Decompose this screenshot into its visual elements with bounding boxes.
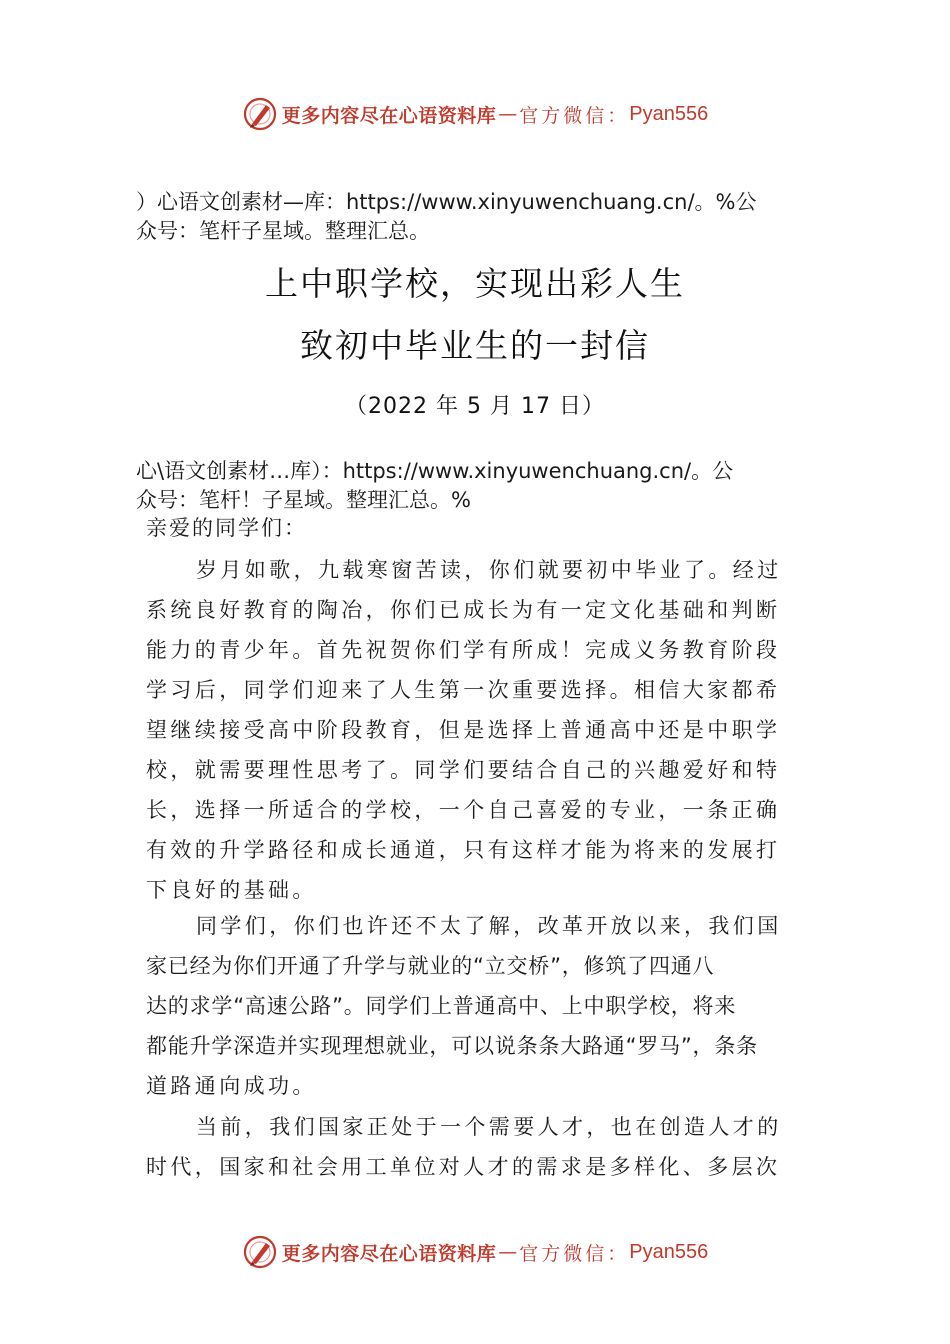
paragraph-line: 时代，国家和社会用工单位对人才的需求是多样化、多层次 [146,1155,781,1179]
wechat-id: Pyan556 [629,1240,709,1263]
paragraph-line: 有效的升学路径和成长通道，只有这样才能为将来的发展打 [146,838,781,862]
watermark-top-line2: 众号：笔杆子星域。整理汇总。 [136,219,430,243]
paragraph-line: 系统良好教育的陶冶，你们已成长为有一定文化基础和判断 [146,598,781,622]
paragraph-line: 达的求学“高速公路”。同学们上普通高中、上中职学校，将来 [146,994,737,1018]
paragraph-3 [146,1107,826,1187]
footer-banner [0,1232,950,1272]
pen-nib-logo-icon [242,96,278,132]
wechat-label: 官方微信： [519,104,630,127]
pen-nib-logo-icon [242,1234,278,1270]
watermark-top-line1: ）心语文创素材—库：https://www.xinyuwenchuang.cn/。%公 [136,190,757,214]
greeting: 亲爱的同学们： [146,516,307,540]
paragraph-line: 长，选择一所适合的学校，一个自己喜爱的专业，一条正确 [146,798,781,822]
paragraph-line: 家已经为你们开通了升学与就业的“立交桥”，修筑了四通八 [146,954,715,978]
paragraph-line: 校，就需要理性思考了。同学们要结合自己的兴趣爱好和特 [146,758,781,782]
paragraph-line: 当前，我们国家正处于一个需要人才，也在创造人才的 [196,1115,782,1139]
paragraph-line: 能力的青少年。首先祝贺你们学有所成！完成义务教育阶段 [146,638,781,662]
header-banner [0,94,950,134]
paragraph-line: 都能升学深造并实现理想就业，可以说条条大路通“罗马”，条条 [146,1034,758,1058]
paragraph-1 [146,550,826,910]
paragraph-line: 同学们，你们也许还不太了解，改革开放以来，我们国 [196,914,782,938]
wechat-id: Pyan556 [629,102,709,125]
page-subtitle: 致初中毕业生的一封信 [300,326,650,365]
letter-date: （2022 年 5 月 17 日） [345,394,605,419]
banner-dash: — [498,103,518,125]
paragraph-line: 下良好的基础。 [146,878,317,902]
paragraph-line: 学习后，同学们迎来了人生第一次重要选择。相信大家都希 [146,678,781,702]
paragraph-line: 望继续接受高中阶段教育，但是选择上普通高中还是中职学 [146,718,781,742]
watermark-mid-line2: 众号：笔杆！子星域。整理汇总。% [136,488,471,512]
wechat-label: 官方微信： [519,1242,630,1265]
paragraph-line: 道路通向成功。 [146,1074,317,1098]
page-title: 上中职学校，实现出彩人生 [265,264,685,303]
brand-name: 更多内容尽在心语资料库 [281,104,497,127]
banner-dash: — [498,1241,518,1263]
paragraph-2 [146,906,826,1106]
watermark-mid-line1: 心\语文创素材…库）：https://www.xinyuwenchuang.cn/。公 [136,459,734,483]
paragraph-line: 岁月如歌，九载寒窗苦读，你们就要初中毕业了。经过 [196,558,782,582]
brand-name: 更多内容尽在心语资料库 [281,1242,497,1265]
